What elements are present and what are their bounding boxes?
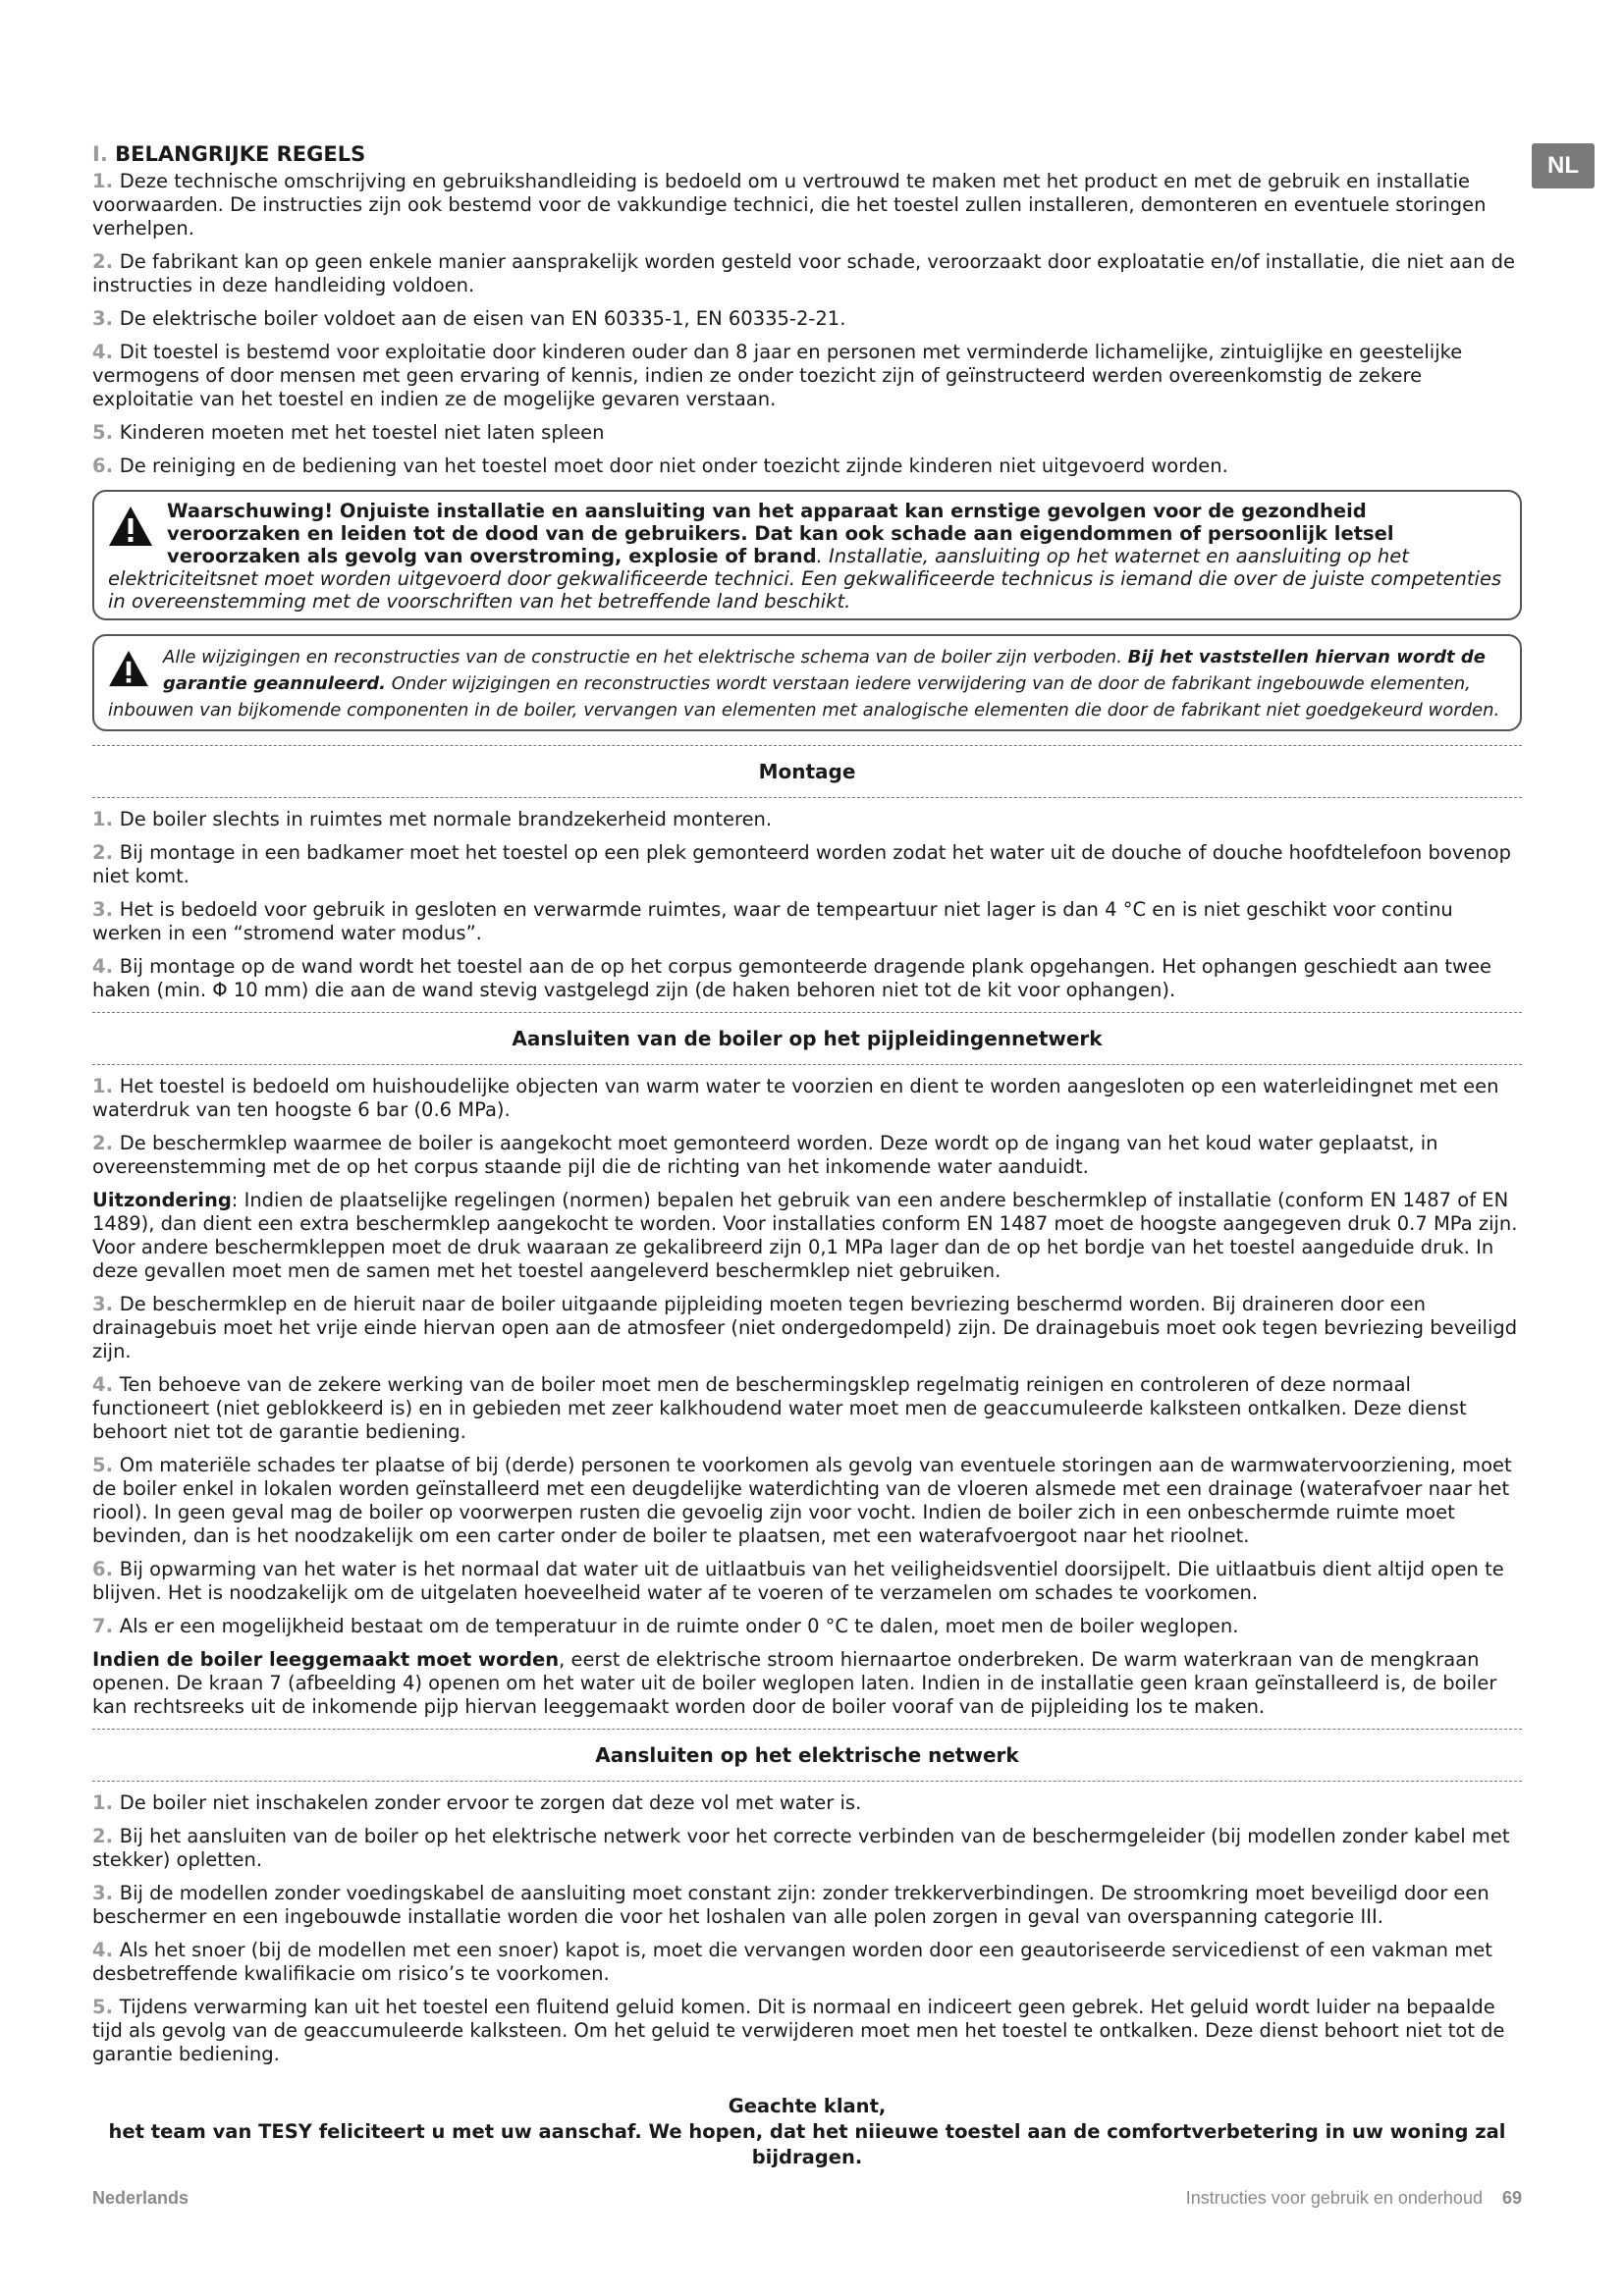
list-item (92, 955, 1522, 1002)
item-number: 1. (92, 1791, 120, 1814)
warning-box-1 (92, 490, 1522, 620)
item-text: Dit toestel is bestemd voor exploitatie door kinderen ouder dan 8 jaar en personen met verminderde lichamelijke, zintuiglijke en geestelijke vermogens of door mensen met geen ervaring of kennis, indien ze onder toezicht zijn of geïnstructeerd werden overeenkomstig de zekere exploitatie van het toestel en indien ze de mogelijke gevaren verstaan. (92, 341, 1463, 410)
item-text: De boiler niet inschakelen zonder ervoor te zorgen dat deze vol met water is. (119, 1791, 862, 1814)
pipe-list-2 (92, 1293, 1522, 1638)
item-number: 2. (92, 1825, 120, 1847)
divider (92, 745, 1522, 746)
list-item (92, 808, 1522, 831)
item-number: 4. (92, 1939, 120, 1961)
item-number: 1. (92, 1075, 120, 1097)
greeting-line-1: Geachte klant, (728, 2095, 887, 2117)
exception-text: : Indien de plaatselijke regelingen (normen) bepalen het gebruik van een andere beschermklep of installatie (conform EN 1487 of EN 1489), dan dient een extra beschermklep aangekocht te worden. Voor installaties conform EN 1487 moet de hoogste aangegeven druk 0.7 MPa zijn. Voor andere beschermkleppen moet de druk waaraan ze gekalibreerd zijn 0,1 MPa lager dan de op het bordje van het toestel aangeduide druk. In deze gevallen moet men de samen met het toestel aangeleverd beschermklep niet gebruiken. (92, 1189, 1518, 1282)
item-text: Kinderen moeten met het toestel niet laten spleen (119, 421, 605, 444)
warning-triangle-icon (108, 650, 149, 687)
item-number: 6. (92, 1558, 120, 1580)
item-text: Tijdens verwarming kan uit het toestel een fluitend geluid komen. Dit is normaal en indiceert geen gebrek. Het geluid wordt luider na bepaalde tijd als gevolg van de geaccumuleerde kalksteen. Om het geluid te verwijderen moet men het toestel te ontkalken. Deze dienst behoort niet tot de garantie bediening. (92, 1996, 1505, 2065)
section-title-text: BELANGRIJKE REGELS (115, 142, 366, 166)
item-text: Deze technische omschrijving en gebruikshandleiding is bedoeld om u vertrouwd te maken met het product en met de gebruik en installatie voorwaarden. De instructies zijn ook bestemd voor de vakkundige technici, die het toestel zullen installeren, demonteren en eventuele storingen verhelpen. (92, 170, 1487, 240)
item-number: 1. (92, 170, 120, 192)
electric-heading: Aansluiten op het elektrische netwerk (595, 1743, 1019, 1767)
drain-text: , eerst de elektrische stroom hiernaartoe onderbreken. De warm waterkraan van de mengkraan openen. De kraan 7 (afbeelding 4) openen om het water uit de boiler weglopen laten. Indien in de installatie geen kraan geïnstalleerd is, de boiler kan rechtsreeks uit de inkomende pijp hiervan leeggemaakt worden door de boiler vooraf van de pijpleiding los te maken. (92, 1648, 1497, 1718)
item-text: Bij het aansluiten van de boiler op het elektrische netwerk voor het correcte verbinden van de beschermgeleider (bij modellen zonder kabel met stekker) opletten. (92, 1825, 1510, 1871)
warning-bold-text: Waarschuwing! Onjuiste installatie en aansluiting van het apparaat kan ernstige gevolgen voor de gezondheid veroorzaken en leiden tot de dood van de gebruikers. Dat kan ook schade aan eigendommen of persoonlijk letsel veroorzaken als gevolg van overstroming, explosie of brand (167, 500, 1394, 567)
item-text: Ten behoeve van de zekere werking van de boiler moet men de beschermingsklep regelmatig reinigen en controleren of deze normaal functioneert (niet geblokkeerd is) en in gebieden met zeer kalkhoudend water moet men de geaccumuleerde kalksteen ontkalken. Deze dienst behoort niet tot de garantie bediening. (92, 1373, 1467, 1443)
list-item (92, 454, 1522, 478)
warning2-italic-text-2: Onder wijzigingen en reconstructies wordt verstaan iedere verwijdering van de door de fabrikant ingebouwde elementen, inbouwen van bijkomende componenten in de boiler, vervangen van elementen met analogische elementen die door de fabrikant niet goedgekeurd worden. (108, 673, 1500, 721)
divider (92, 1729, 1522, 1730)
item-text: Bij opwarming van het water is het normaal dat water uit de uitlaatbuis van het veiligheidsventiel doorsijpelt. Die uitlaatbuis dient altijd open te blijven. Het is noodzakelijk om de uitgelaten hoeveelheid water af te voeren of te verzamelen om schades te voorkomen. (92, 1558, 1504, 1604)
item-number: 7. (92, 1615, 120, 1637)
warning2-italic-text: Alle wijzigingen en reconstructies van de constructie en het elektrische schema van de boiler zijn verboden. (163, 647, 1128, 667)
divider (92, 1781, 1522, 1782)
warning2-bold-text: Bij het vaststellen hiervan wordt de garantie geannuleerd. (163, 647, 1486, 694)
list-item (92, 250, 1522, 297)
item-text: De reiniging en de bediening van het toestel moet door niet onder toezicht zijnde kinderen niet uitgevoerd worden. (119, 454, 1228, 477)
list-item (92, 1075, 1522, 1122)
item-number: 3. (92, 1293, 120, 1315)
list-item (92, 1558, 1522, 1605)
item-text: De beschermklep waarmee de boiler is aangekocht moet gemonteerd worden. Deze wordt op de ingang van het koud water geplaatst, in overeenstemming met de op het corpus staande pijl die de richting van het inkomende water aanduidt. (92, 1132, 1438, 1178)
item-text: Om materiële schades ter plaatse of bij (derde) personen te voorkomen als gevolg van eventuele storingen aan de warmwatervoorziening, moet de boiler enkel in lokalen worden geïnstalleerd met een deugdelijke waterdichting van de vloeren alsmede met een drainage (waterafvoer naar het riool). In geen geval mag de boiler op voorwerpen rusten die gevoelig zijn voor vocht. Indien de boiler zich in een onbeschermde ruimte moet bevinden, dan is het noodzakelijk om een carter onder de boiler te plaatsen, met een waterafvoergoot naar het rioolnet. (92, 1454, 1512, 1547)
item-number: 3. (92, 898, 120, 921)
item-number: 2. (92, 841, 120, 864)
list-item (92, 1939, 1522, 1986)
electric-list (92, 1791, 1522, 2066)
warning-italic-text: . Installatie, aansluiting op het waternet en aansluiting op het elektriciteitsnet moet worden uitgevoerd door gekwalificeerde technici. Een gekwalificeerde technicus is iemand die over de juiste competenties in overeenstemming met de voorschriften van het betreffende land beschikt. (108, 545, 1502, 613)
item-number: 4. (92, 341, 120, 363)
footer-right (1186, 2188, 1522, 2209)
divider (92, 797, 1522, 798)
drain-label: Indien de boiler leeggemaakt moet worden (92, 1648, 560, 1671)
list-item (92, 1293, 1522, 1363)
item-number: 5. (92, 1454, 120, 1476)
item-text: Het toestel is bedoeld om huishoudelijke objecten van warm water te voorzien en dient te worden aangesloten op een waterleidingnet met een waterdruk van ten hoogste 6 bar (0.6 MPa). (92, 1075, 1499, 1121)
greeting-line-2: het team van TESY feliciteert u met uw aanschaf. We hopen, dat het niieuwe toestel aan de comfortverbetering in uw woning zal bijdragen. (108, 2120, 1506, 2168)
item-number: 6. (92, 454, 120, 477)
list-item (92, 1615, 1522, 1638)
list-item (92, 1996, 1522, 2066)
item-text: De fabrikant kan op geen enkele manier aansprakelijk worden gesteld voor schade, veroorzaakt door exploatatie en/of installatie, die niet aan de instructies in deze handleiding voldoen. (92, 250, 1516, 296)
item-number: 2. (92, 1132, 120, 1154)
item-text: Bij montage in een badkamer moet het toestel op een plek gemonteerd worden zodat het water uit de douche of douche hoofdtelefoon bovenop niet komt. (92, 841, 1511, 887)
montage-heading: Montage (758, 760, 856, 783)
warning-box-2 (92, 634, 1522, 731)
list-item (92, 421, 1522, 445)
item-text: De elektrische boiler voldoet aan de eisen van EN 60335-1, EN 60335-2-21. (119, 307, 846, 330)
section-number: I. (92, 142, 108, 166)
warning-triangle-icon (108, 506, 153, 547)
drain-paragraph (92, 1648, 1522, 1719)
item-number: 4. (92, 1373, 120, 1396)
item-number: 3. (92, 1882, 120, 1904)
item-text: Het is bedoeld voor gebruik in gesloten en verwarmde ruimtes, waar de tempeartuur niet lager is dan 4 °C en is niet geschikt voor continu werken in een “stromend water modus”. (92, 898, 1453, 944)
item-number: 3. (92, 307, 120, 330)
list-item (92, 307, 1522, 331)
list-item (92, 841, 1522, 888)
section-title (92, 142, 1522, 166)
list-item (92, 898, 1522, 945)
page-content (92, 142, 1522, 2170)
pipe-heading: Aansluiten van de boiler op het pijpleidingennetwerk (512, 1027, 1103, 1050)
divider (92, 1064, 1522, 1065)
page-number: 69 (1501, 2188, 1522, 2208)
rules-list (92, 170, 1522, 478)
list-item (92, 1454, 1522, 1548)
footer-doc-title: Instructies voor gebruik en onderhoud (1185, 2188, 1483, 2208)
exception-label: Uitzondering (92, 1189, 232, 1211)
item-number: 5. (92, 1996, 120, 2018)
list-item (92, 1825, 1522, 1872)
pipe-list (92, 1075, 1522, 1179)
language-badge: NL (1532, 143, 1595, 188)
divider (92, 1012, 1522, 1013)
item-text: Als er een mogelijkheid bestaat om de temperatuur in de ruimte onder 0 °C te dalen, moet men de boiler weglopen. (119, 1615, 1239, 1637)
list-item (92, 1373, 1522, 1444)
exception-paragraph (92, 1189, 1522, 1283)
greeting (92, 2094, 1522, 2170)
item-number: 5. (92, 421, 120, 444)
item-text: Bij montage op de wand wordt het toestel aan de op het corpus gemonteerde dragende plank opgehangen. Het ophangen geschiedt aan twee haken (min. Φ 10 mm) die aan de wand stevig vastgelegd zijn (de haken behoren niet tot de kit voor ophangen). (92, 955, 1491, 1001)
list-item (92, 341, 1522, 411)
item-number: 2. (92, 250, 120, 273)
list-item (92, 1791, 1522, 1815)
list-item (92, 1882, 1522, 1929)
item-text: De boiler slechts in ruimtes met normale brandzekerheid monteren. (119, 808, 773, 830)
item-text: Bij de modellen zonder voedingskabel de aansluiting moet constant zijn: zonder trekkerverbindingen. De stroomkring moet beveiligd door een beschermer en een ingebouwde installatie worden die voor het loshalen van alle polen zorgen in geval van overspanning categorie III. (92, 1882, 1489, 1928)
montage-list (92, 808, 1522, 1002)
list-item (92, 1132, 1522, 1179)
list-item (92, 170, 1522, 240)
item-text: Als het snoer (bij de modellen met een snoer) kapot is, moet die vervangen worden door een geautoriseerde servicedienst of een vakman met desbetreffende kwalifikacie om risico’s te voorkomen. (92, 1939, 1492, 1985)
item-number: 4. (92, 955, 120, 978)
item-text: De beschermklep en de hieruit naar de boiler uitgaande pijpleiding moeten tegen bevriezing beschermd worden. Bij draineren door een drainagebuis moet het vrije einde hiervan open aan de atmosfeer (niet ondergedompeld) zijn. De drainagebuis moet ook tegen bevriezing beveiligd zijn. (92, 1293, 1518, 1362)
item-number: 1. (92, 808, 120, 830)
footer-language: Nederlands (92, 2188, 189, 2208)
